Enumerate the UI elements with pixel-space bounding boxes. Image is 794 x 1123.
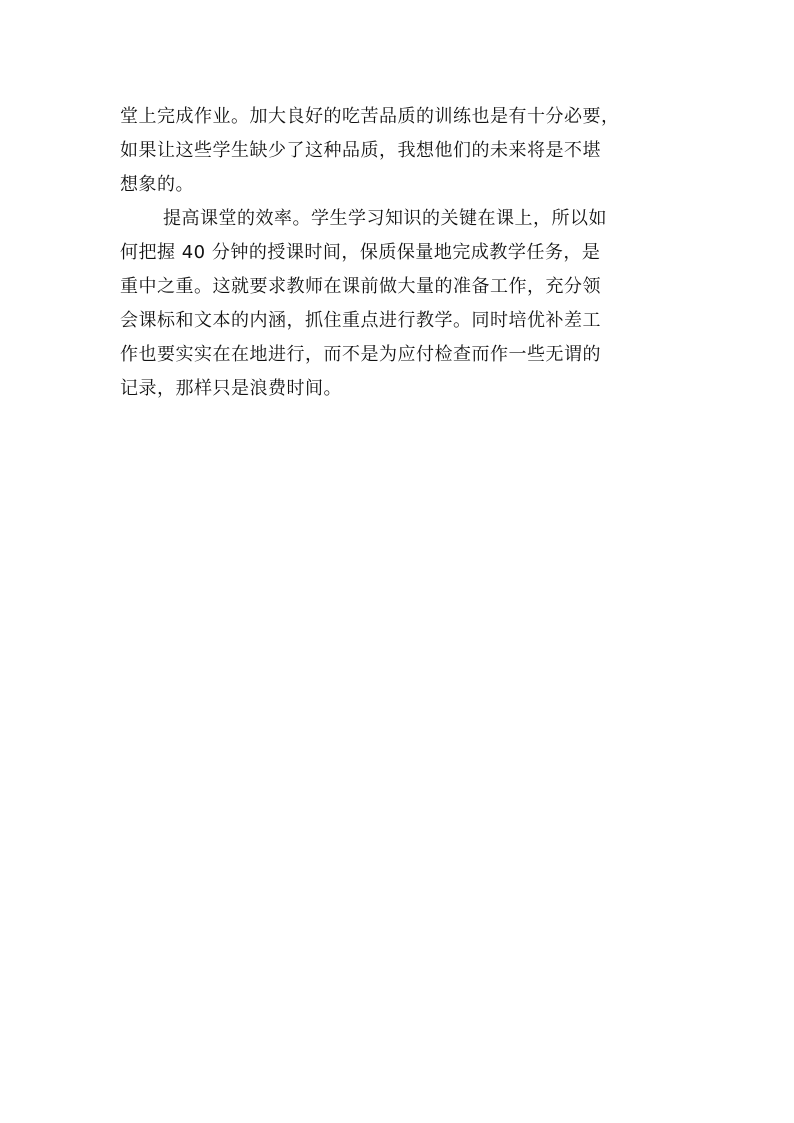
text-line: 记录，那样只是浪费时间。 xyxy=(120,378,342,399)
text-line: 如果让这些学生缺少了这种品质，我想他们的未来将是不堪 xyxy=(120,140,601,161)
text-line: 提高课堂的效率。学生学习知识的关键在课上，所以如 xyxy=(163,208,607,229)
paragraph-1 xyxy=(120,102,680,204)
text-line: 想象的。 xyxy=(120,174,194,195)
text-line: 堂上完成作业。加大良好的吃苦品质的训练也是有十分必要， xyxy=(120,106,620,127)
document-body xyxy=(120,102,680,408)
paragraph-2 xyxy=(120,204,680,408)
text-line: 重中之重。这就要求教师在课前做大量的准备工作，充分领 xyxy=(120,276,601,297)
text-line: 作也要实实在在地进行，而不是为应付检查而作一些无谓的 xyxy=(120,344,601,365)
text-line: 何把握 40 分钟的授课时间，保质保量地完成教学任务，是 xyxy=(120,242,601,263)
text-line: 会课标和文本的内涵，抓住重点进行教学。同时培优补差工 xyxy=(120,310,601,331)
